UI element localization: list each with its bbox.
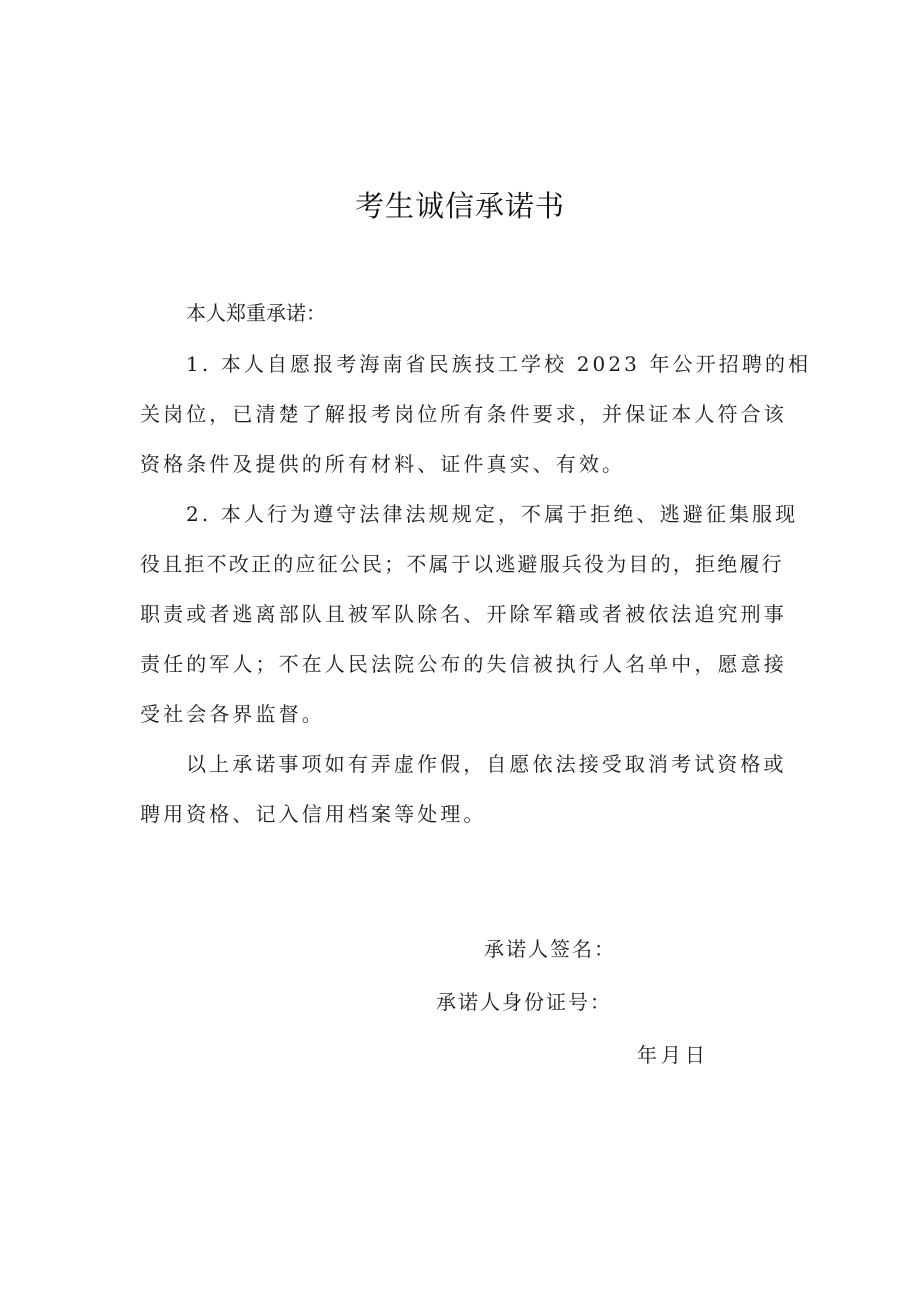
opening-line: 本人郑重承诺： [186,301,326,325]
date-label: 年月日 [637,1043,709,1067]
clause-2-line-3: 职责或者逃离部队且被军队除名、开除军籍或者被依法追究刑事 [140,602,787,626]
clause-2-line-1: 2. 本人行为遵守法律法规规定，不属于拒绝、逃避征集服现 [186,502,799,526]
signer-id-label: 承诺人身份证号： [436,990,612,1014]
clause-2-line-5: 受社会各界监督。 [140,702,325,726]
clause-2-line-4: 责任的军人；不在人民法院公布的失信被执行人名单中，愿意接 [140,652,787,676]
closing-line-2: 聘用资格、记入信用档案等处理。 [140,802,487,826]
document-title: 考生诚信承诺书 [354,189,565,223]
closing-line-1: 以上承诺事项如有弄虚作假，自愿依法接受取消考试资格或 [186,752,787,776]
clause-1-line-1: 1. 本人自愿报考海南省民族技工学校 2023 年公开招聘的相 [186,352,812,376]
signer-name-label: 承诺人签名： [484,937,616,961]
clause-2-line-2: 役且拒不改正的应征公民；不属于以逃避服兵役为目的，拒绝履行 [140,552,784,576]
clause-1-line-2: 关岗位，已清楚了解报考岗位所有条件要求，并保证本人符合该 [140,402,787,426]
clause-1-line-3: 资格条件及提供的所有材料、证件真实、有效。 [140,452,626,476]
